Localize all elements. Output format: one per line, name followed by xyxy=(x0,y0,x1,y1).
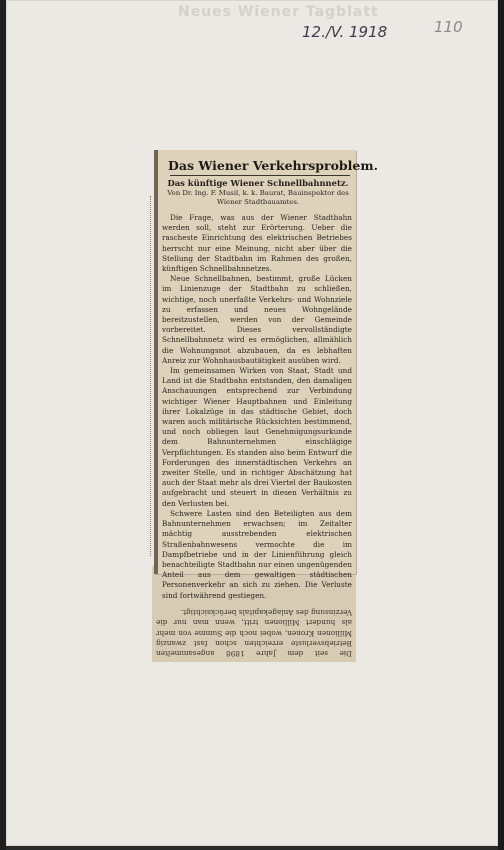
page-number: 110 xyxy=(434,18,463,36)
paragraph-3: Im gemeinsamen Wirken von Staat, Stadt und Land ist die Stadtbahn entstanden, den damaligen Anschauungen entsprechend zur Verbindung wichtiger Wiener Hauptbahnen und Einleitung ihrer Lokalzüge in das städtische Gebiet, doch waren auch militärische Rücksichten bestimmend, und noch obliegen laut Genehmigungsurkunde dem Bahnunternehmen einschlägige Verpflichtungen. Es standen also beim Entwurf die Forderungen des innerstädtischen Verkehrs an zweiter Stelle, und in richtiger Abschätzung hat auch der Staat mehr als drei Viertel der Baukosten aufgebracht und steuert in diesen Verhältnis zu den Verlusten bei. xyxy=(162,366,352,508)
newspaper-clipping xyxy=(154,150,378,600)
clipping-column-rule xyxy=(154,150,158,574)
continuation-text: Die seit dem Jahre 1898 angesammelten Betriebsverluste erreichten schon fast zwanzig Millionen Kronen, wobei noch die Summe von mehr als hundert Millionen tritt, wenn man nur die Verzinsung des Anlagekapitals berücksichtigt. xyxy=(156,608,352,658)
article-headline: Das Wiener Verkehrsproblem. xyxy=(168,158,378,173)
article-subheading: Das künftige Wiener Schnellbahnnetz. xyxy=(167,178,349,188)
paragraph-4: Schwere Lasten sind den Beteiligten aus dem Bahnunternehmen erwachsen; im Zeitalter mächtig ausstrebenden elektrischen Straßenbahnwesens vermochte die im Dampfbetriebe und in der Linienführung gleich benachteiligte Stadtbahn nur einen ungenügenden Anteil aus dem gewaltigen städtischen Personenverkehr an sich zu ziehen. Die Verluste sind fortwährend gestiegen. xyxy=(162,508,352,600)
article-body xyxy=(162,213,352,600)
paragraph-2: Neue Schnellbahnen, bestimmt, große Lücken im Linienzuge der Stadtbahn zu schließen, wichtige, noch unerfaßte Verkehrs- und Wohnziele zu erfassen und neues Wohngelände bereitzustellen, werden von der Gemeinde vorbereitet. Dieses vervollständigte Schnellbahnnetz wird es ermöglichen, allmählich die Wohnungsnot abzubauen, da es lebhaften Anreiz zur Wohnhausbautätigkeit ausüben wird. xyxy=(162,274,352,365)
handwritten-date: 12./V. 1918 xyxy=(302,23,388,41)
newspaper-stamp: Neues Wiener Tagblatt xyxy=(178,4,379,20)
scan-right-edge xyxy=(498,0,504,850)
headline-underline xyxy=(170,175,350,176)
paragraph-1: Die Frage, was aus der Wiener Stadtbahn werden soll, steht zur Erörterung. Ueber die rascheste Einrichtung des elektrischen Betriebes herrscht nur eine Meinung, nicht aber über die Stellung der Stadtbahn im Rahmen des großen, künftigen Schnellbahnnetzes. xyxy=(162,213,352,274)
article-byline: Von Dr. Ing. F. Musil, k. k. Baurat, Bauinspektor des Wiener Stadtbauamtes. xyxy=(167,189,349,206)
